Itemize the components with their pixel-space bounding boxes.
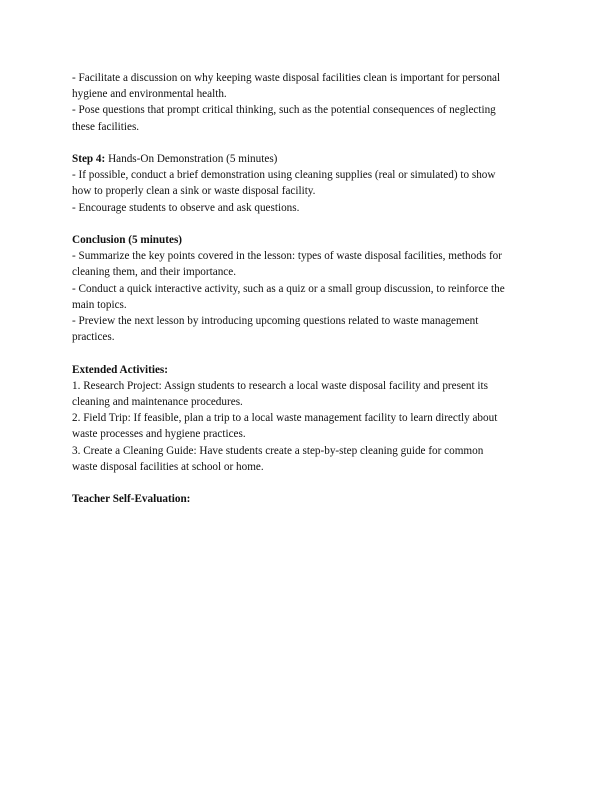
body-line: these facilities. xyxy=(72,120,140,133)
step4-section xyxy=(72,151,542,216)
body-line: hygiene and environmental health. xyxy=(72,88,227,101)
conclusion-heading: Conclusion (5 minutes) xyxy=(72,234,183,246)
body-line: 2. Field Trip: If feasible, plan a trip to a local waste management facility to learn directly about xyxy=(72,412,498,425)
body-line: - Facilitate a discussion on why keeping waste disposal facilities clean is important for personal xyxy=(72,72,501,84)
body-line: 3. Create a Cleaning Guide: Have students create a step-by-step cleaning guide for common xyxy=(72,444,484,457)
step4-heading xyxy=(72,151,542,167)
body-line: practices. xyxy=(72,331,115,344)
body-line: - Pose questions that prompt critical thinking, such as the potential consequences of neglecting xyxy=(72,104,496,117)
discussion-section xyxy=(72,70,542,135)
document-page xyxy=(72,70,542,507)
paragraph-gap xyxy=(72,475,542,491)
body-line: - Preview the next lesson by introducing upcoming questions related to waste management xyxy=(72,315,479,328)
body-line: - Conduct a quick interactive activity, such as a quiz or a small group discussion, to reinforce the xyxy=(72,282,505,295)
paragraph-gap xyxy=(72,345,542,361)
paragraph-gap xyxy=(72,135,542,151)
self-evaluation-section xyxy=(72,491,542,507)
body-line: main topics. xyxy=(72,298,127,311)
body-line: how to properly clean a sink or waste disposal facility. xyxy=(72,185,316,198)
conclusion-section xyxy=(72,232,542,345)
step4-title: Hands-On Demonstration (5 minutes) xyxy=(105,153,278,165)
paragraph-gap xyxy=(72,216,542,232)
body-line: cleaning and maintenance procedures. xyxy=(72,396,243,409)
body-line: - Summarize the key points covered in the lesson: types of waste disposal facilities, methods for xyxy=(72,250,502,263)
body-line: waste processes and hygiene practices. xyxy=(72,428,246,441)
self-evaluation-heading: Teacher Self-Evaluation: xyxy=(72,493,191,506)
step4-label: Step 4: xyxy=(72,153,106,165)
body-line: 1. Research Project: Assign students to research a local waste disposal facility and present its xyxy=(72,379,489,392)
body-line: - Encourage students to observe and ask questions. xyxy=(72,201,300,214)
extended-activities-heading: Extended Activities: xyxy=(72,363,169,376)
body-line: cleaning them, and their importance. xyxy=(72,266,237,279)
extended-activities-section xyxy=(72,362,542,475)
body-line: - If possible, conduct a brief demonstration using cleaning supplies (real or simulated) to show xyxy=(72,169,496,182)
body-line: waste disposal facilities at school or home. xyxy=(72,460,264,473)
